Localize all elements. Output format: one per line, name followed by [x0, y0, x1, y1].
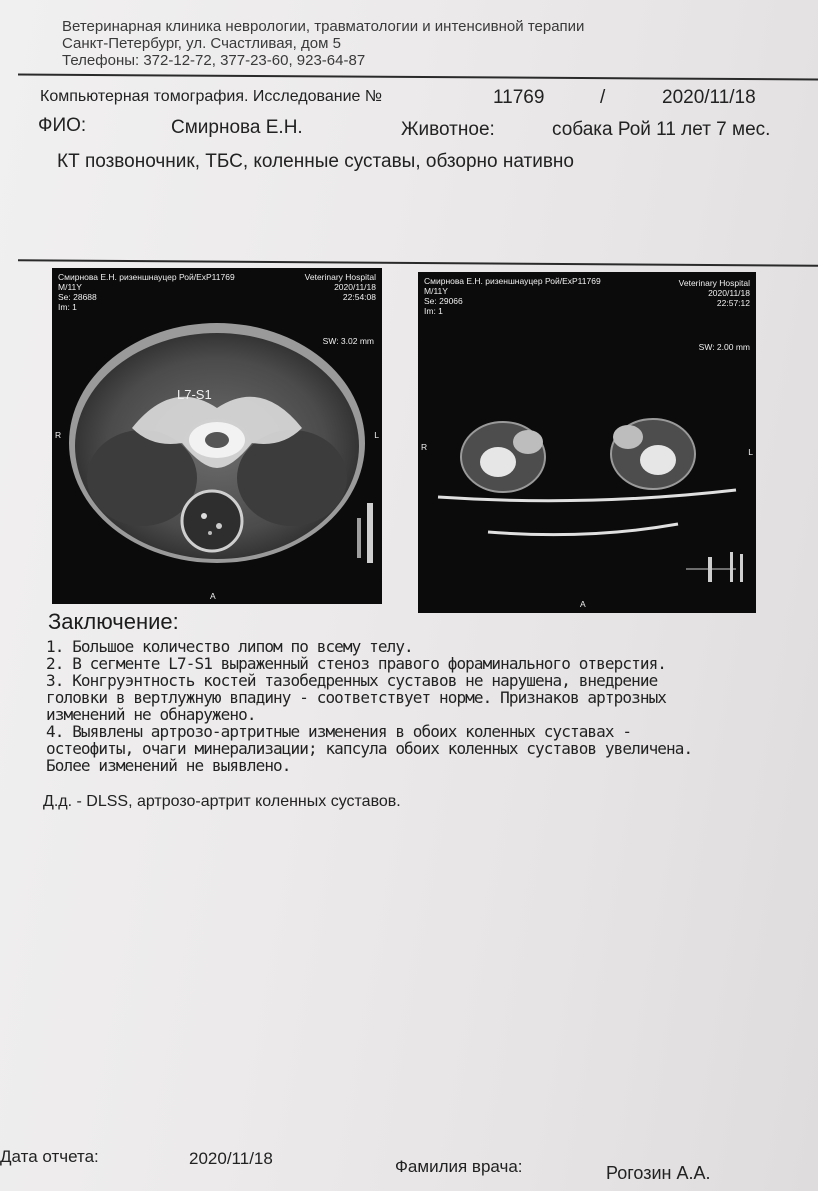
- ct1-series: Se: 28688: [58, 292, 97, 302]
- ct1-bottom: A: [210, 591, 216, 601]
- fio-value: Смирнова Е.Н.: [171, 117, 303, 138]
- ct2-time: 22:57:12: [716, 298, 750, 308]
- ct2-slice-width: SW: 2.00 mm: [698, 342, 750, 352]
- ct1-patient: Смирнова Е.Н. ризеншнауцер Рой/ExP11769: [58, 272, 235, 282]
- fio-label: ФИО:: [38, 115, 87, 136]
- ct1-image: Im: 1: [58, 302, 77, 312]
- conclusion-line: Более изменений не выявлено.: [46, 756, 291, 775]
- study-description: КТ позвоночник, ТБС, коленные суставы, обзорно нативно: [57, 151, 574, 172]
- clinic-address: Санкт-Петербург, ул. Счастливая, дом 5: [62, 35, 341, 52]
- animal-value: собака Рой 11 лет 7 мес.: [552, 119, 771, 140]
- study-number: 11769: [493, 87, 545, 108]
- ct1-hospital: Veterinary Hospital: [304, 272, 376, 282]
- conclusion-line: головки в вертлужную впадину - соответствует норме. Признаков артрозных: [46, 688, 667, 707]
- conclusion-line: 3. Конгруэнтность костей тазобедренных суставов не нарушена, внедрение: [46, 671, 658, 690]
- conclusion-line: 1. Большое количество липом по всему телу.: [46, 637, 413, 656]
- report-date-label: Дата отчета:: [0, 1147, 99, 1166]
- conclusion-line: остеофиты, очаги минерализации; капсула обоих коленных суставов увеличена.: [46, 739, 693, 758]
- ct2-side-l: L: [748, 447, 753, 457]
- animal-label: Животное:: [401, 119, 495, 140]
- ct2-image: Im: 1: [424, 306, 443, 316]
- ct1-slice-width: SW: 3.02 mm: [322, 336, 374, 346]
- ct1-date: 2020/11/18: [334, 282, 376, 292]
- study-separator: /: [600, 87, 606, 108]
- ct2-bottom: A: [580, 599, 586, 609]
- ct2-date: 2020/11/18: [708, 288, 750, 298]
- ct-image-knees: [418, 272, 756, 613]
- ct1-level-label: L7-S1: [177, 387, 212, 402]
- study-date: 2020/11/18: [662, 87, 756, 108]
- conclusion-line: изменений не обнаружено.: [46, 705, 256, 724]
- ct2-hospital: Veterinary Hospital: [678, 278, 750, 288]
- ct-image-spine: [52, 268, 382, 604]
- clinic-name: Ветеринарная клиника неврологии, травматологии и интенсивной терапии: [62, 18, 585, 35]
- ct2-patient: Смирнова Е.Н. ризеншнауцер Рой/ExP11769: [424, 276, 601, 286]
- conclusion-line: 4. Выявлены артрозо-артритные изменения в обоих коленных суставах -: [46, 722, 632, 741]
- doctor-name: Рогозин А.А.: [606, 1163, 711, 1183]
- ct1-side-l: L: [374, 430, 379, 440]
- header-divider: [18, 74, 818, 81]
- ct2-side-r: R: [421, 442, 428, 452]
- clinic-phones: Телефоны: 372-12-72, 377-23-60, 923-64-87: [62, 52, 366, 69]
- ct1-time: 22:54:08: [342, 292, 376, 302]
- conclusion-title: Заключение:: [48, 609, 179, 634]
- ct1-sex-age: M/11Y: [58, 282, 82, 292]
- study-title: Компьютерная томография. Исследование №: [40, 88, 383, 105]
- ct1-side-r: R: [55, 430, 62, 440]
- ct-knee-scan: [418, 272, 756, 613]
- ct2-sex-age: M/11Y: [424, 286, 448, 296]
- doctor-label: Фамилия врача:: [395, 1157, 523, 1176]
- conclusion-line: 2. В сегменте L7-S1 выраженный стеноз правого фораминального отверстия.: [46, 654, 667, 673]
- report-date: 2020/11/18: [189, 1149, 273, 1168]
- images-divider: [18, 259, 818, 267]
- differential-diagnosis: Д.д. - DLSS, артрозо-артрит коленных суставов.: [43, 793, 401, 810]
- ct-spine-scan: [52, 268, 382, 604]
- ct2-series: Se: 29066: [424, 296, 463, 306]
